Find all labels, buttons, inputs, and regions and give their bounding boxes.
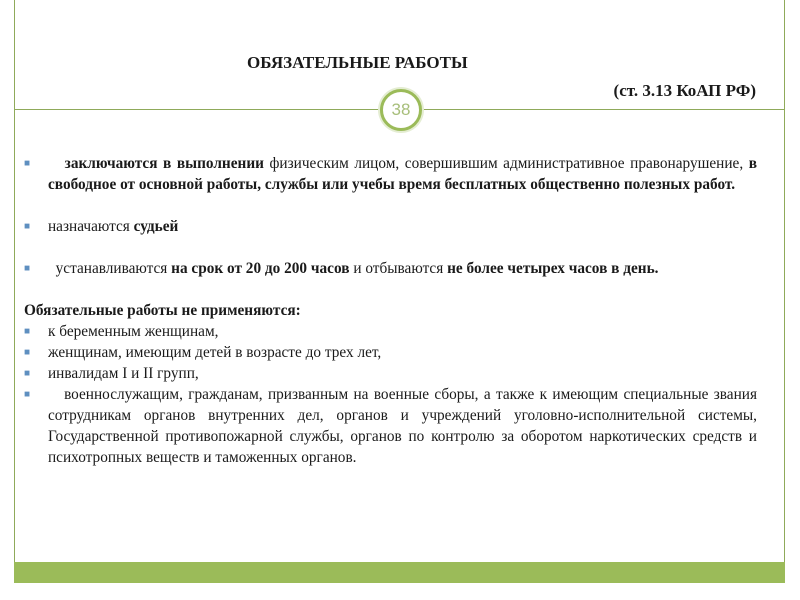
exception-text: женщинам, имеющим детей в возрасте до трех лет, (48, 344, 382, 361)
exception-text: инвалидам I и II групп, (48, 365, 199, 382)
point-duration (24, 258, 757, 279)
point-3-part-4: не более четырех часов в день. (447, 260, 659, 277)
exception-item (24, 321, 757, 342)
point-3-part-1: устанавливаются (55, 260, 172, 277)
bullet-square-icon: ■ (24, 221, 31, 232)
page-number-badge (380, 89, 422, 131)
slide-title: ОБЯЗАТЕЛЬНЫЕ РАБОТЫ (247, 53, 468, 72)
point-1-part-3: в свободное от основной работы, службы или учебы время бесплатных общественно полезных работ. (48, 155, 757, 193)
point-3-part-3: и отбываются (349, 260, 448, 277)
frame-left-border (14, 0, 15, 562)
bullet-square-icon: ■ (24, 389, 31, 400)
bullet-square-icon: ■ (24, 263, 31, 274)
bullet-square-icon: ■ (24, 158, 31, 169)
bullet-square-icon: ■ (24, 368, 31, 379)
frame-right-border (784, 0, 785, 562)
point-3-part-2: на срок от 20 до 200 часов (171, 260, 350, 277)
point-2-part-1: назначаются (48, 218, 134, 235)
footer-bar (14, 562, 785, 583)
point-1-part-2: физическим лицом, совершившим административное правонарушение, (263, 155, 749, 172)
exceptions-heading: Обязательные работы не применяются: (24, 302, 301, 319)
page-number: 38 (391, 100, 411, 119)
point-1-part-1: заключаются в выполнении (64, 155, 264, 172)
slide-subtitle: (ст. 3.13 КоАП РФ) (613, 81, 756, 100)
bullet-square-icon: ■ (24, 326, 31, 337)
bullet-square-icon: ■ (24, 347, 31, 358)
point-2-part-2: судьей (133, 218, 179, 235)
point-assignment (24, 216, 757, 237)
exception-text: военнослужащим, гражданам, призванным на военные сборы, а также к имеющим специальные звания сотрудникам органов внутренних дел, органов и учреждений уголовно-исполнительной системы, Государственной противопожарной службы, органов по контролю за оборотом наркотических средств и психотропных веществ и таможенных органов. (48, 386, 757, 466)
exception-item (24, 363, 757, 384)
exception-item (24, 342, 757, 363)
exception-item (24, 384, 757, 468)
exception-text: к беременным женщинам, (48, 323, 219, 340)
point-performance (24, 153, 757, 195)
slide-content (24, 153, 757, 468)
